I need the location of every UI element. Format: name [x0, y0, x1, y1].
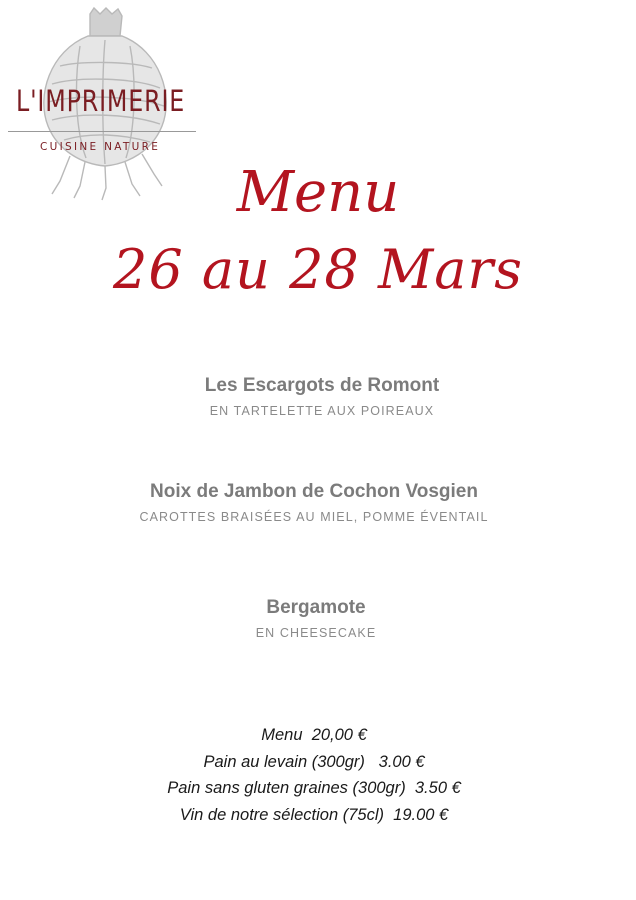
menu-title: Menu	[236, 160, 400, 225]
dish-main	[0, 481, 632, 524]
dish-starter	[4, 375, 636, 418]
dish-description: CAROTTES BRAISÉES AU MIEL, POMME ÉVENTAIL	[139, 510, 489, 524]
price-menu: Menu 20,00 €	[261, 726, 367, 744]
dish-description: EN CHEESECAKE	[255, 626, 377, 640]
menu-dates: 26 au 28 Mars	[113, 238, 523, 301]
dish-dessert	[0, 597, 634, 640]
restaurant-tagline: CUISINE NATURE	[40, 141, 161, 153]
dish-description: EN TARTELETTE AUX POIREAUX	[209, 404, 435, 418]
dish-name: Bergamote	[266, 597, 366, 618]
dish-name: Les Escargots de Romont	[204, 375, 440, 396]
dish-name: Noix de Jambon de Cochon Vosgien	[150, 481, 478, 502]
price-bread: Pain au levain (300gr) 3.00 €	[203, 752, 425, 771]
price-list	[0, 722, 628, 828]
restaurant-name: L'IMPRIMERIE	[16, 84, 186, 118]
logo-divider	[8, 131, 196, 132]
price-wine: Vin de notre sélection (75cl) 19.00 €	[179, 805, 449, 824]
price-gluten-free-bread: Pain sans gluten graines (300gr) 3.50 €	[167, 779, 461, 797]
